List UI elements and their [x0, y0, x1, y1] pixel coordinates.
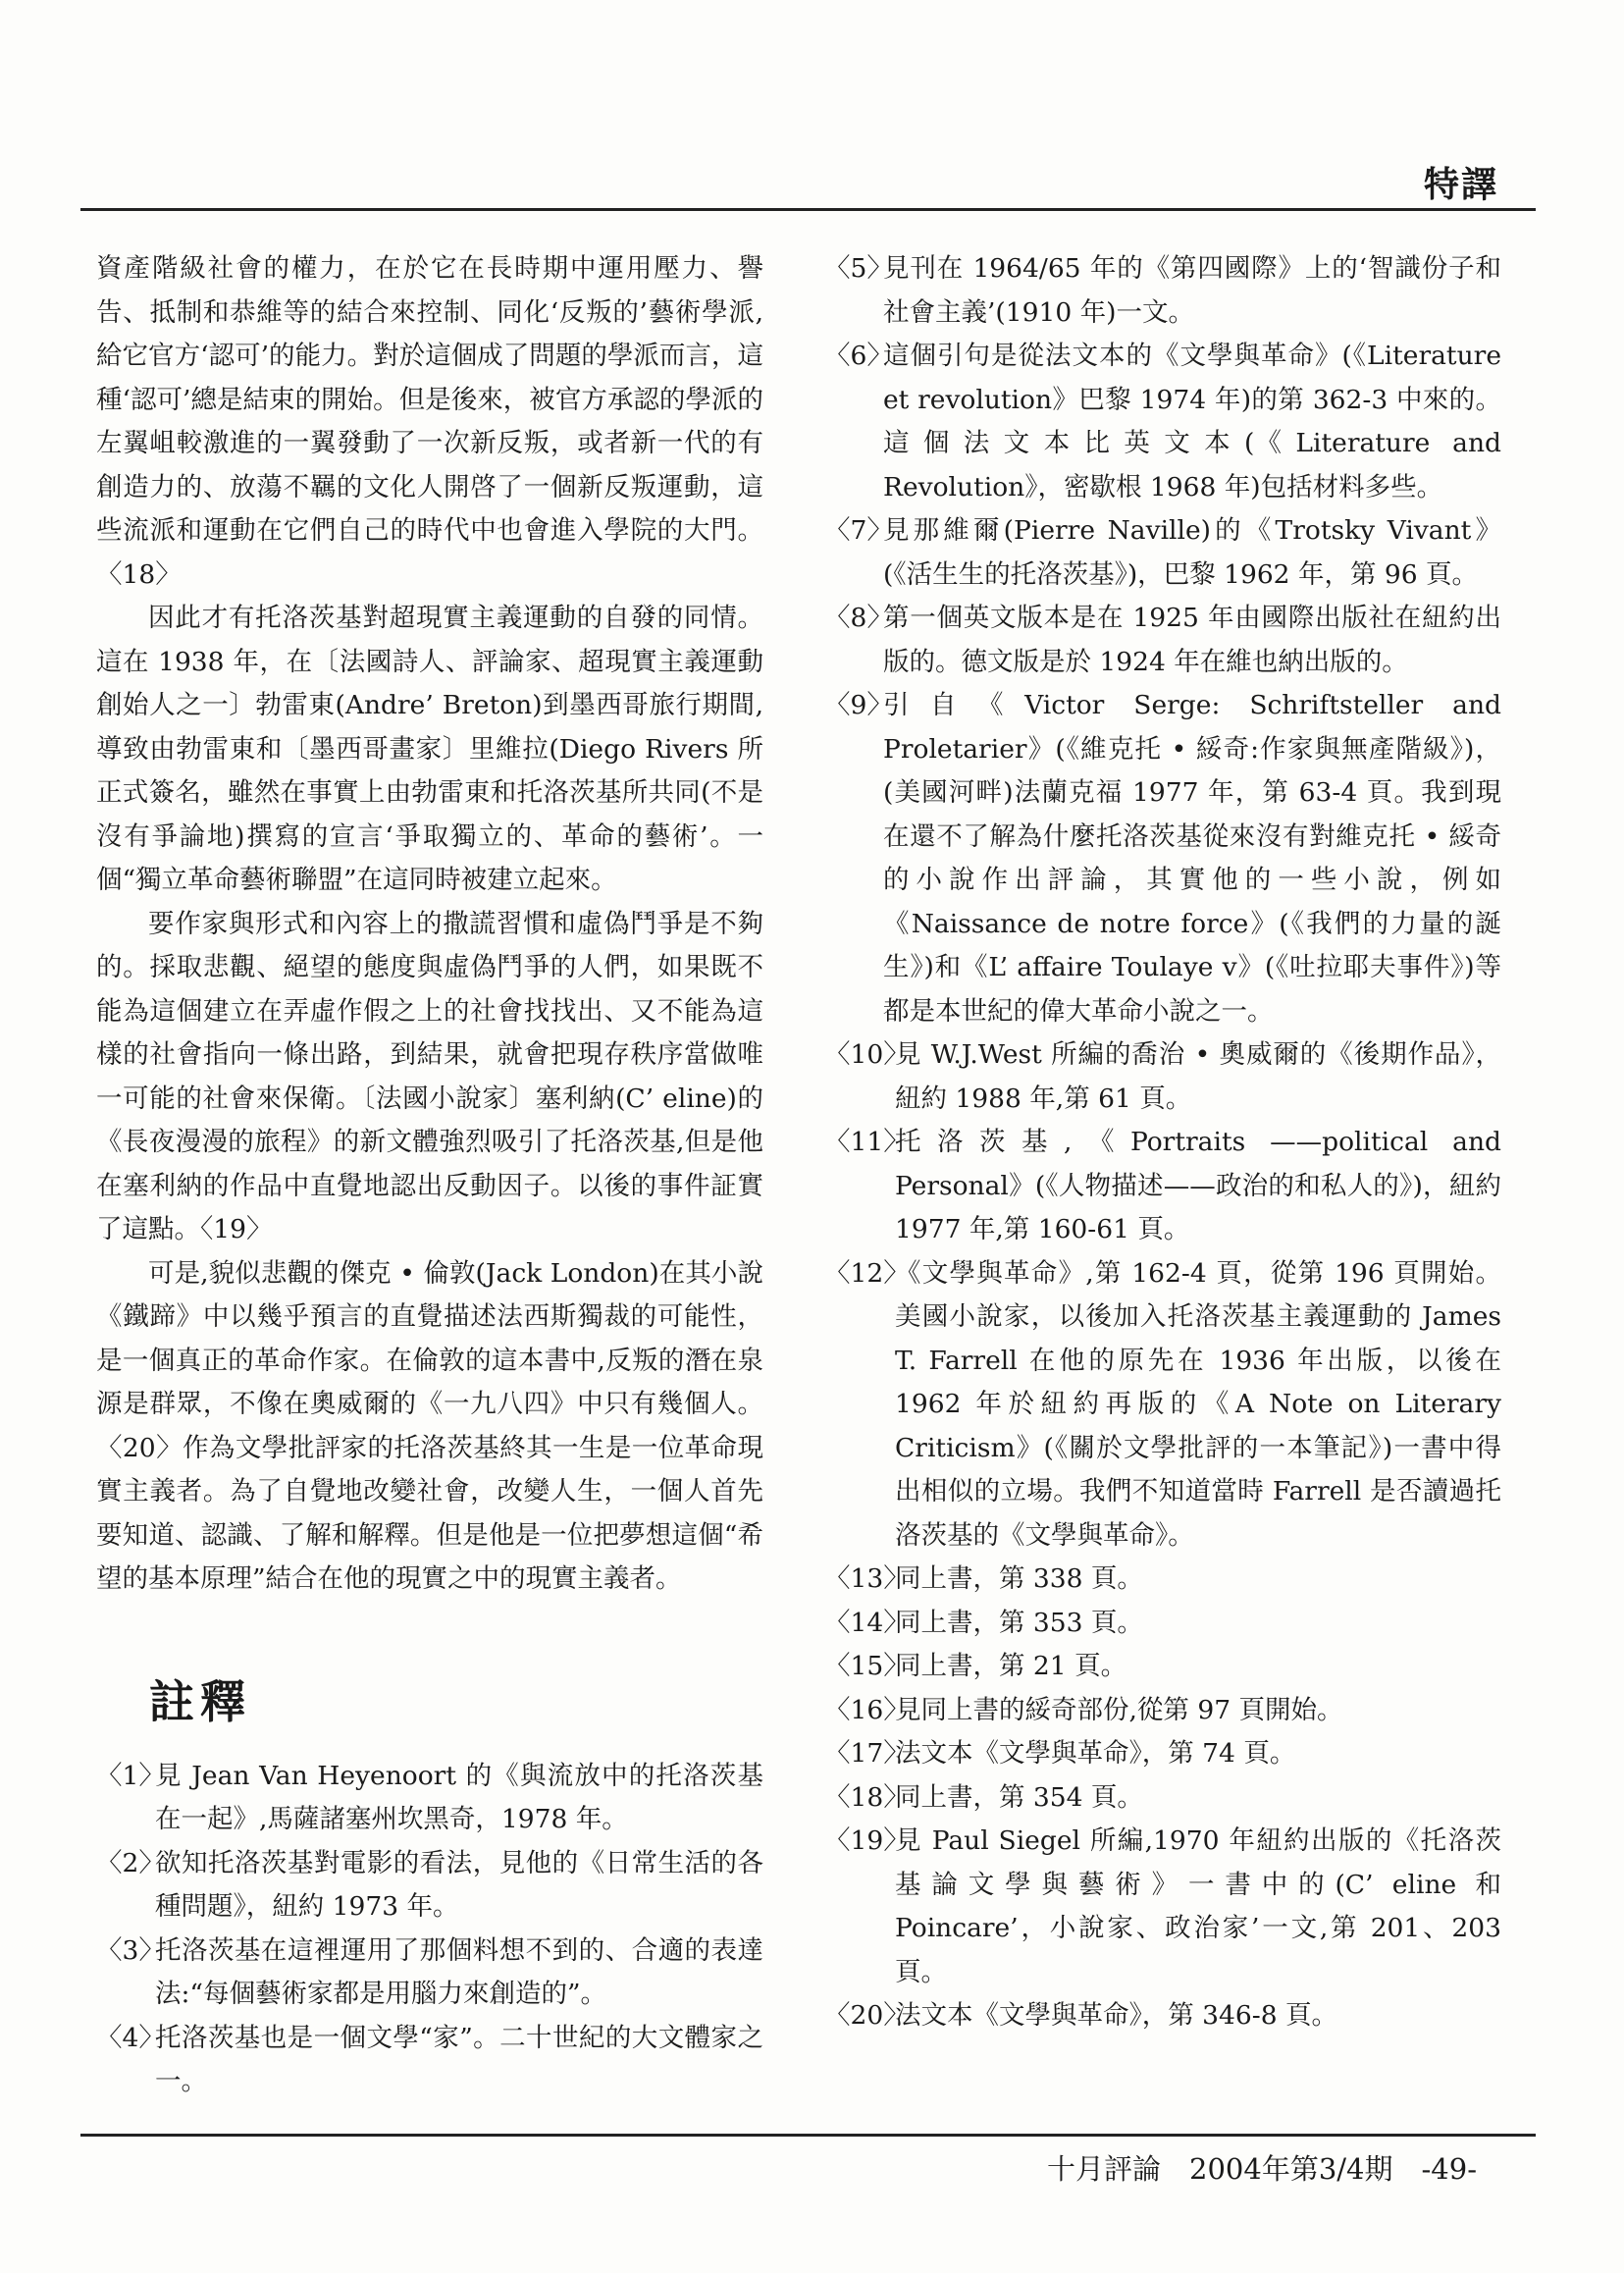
footnote: [96, 1755, 763, 1842]
footnote-text: 托洛茨基也是一個文學“家”。二十世紀的大文體家之一。: [155, 2022, 763, 2096]
footnote-number: 〈19〉: [824, 1825, 910, 1856]
footnote-number: 〈5〉: [824, 253, 893, 284]
footnote: [824, 1732, 1501, 1776]
footnote-number: 〈4〉: [96, 2022, 165, 2053]
footnote-text: 見那維爾(Pierre Naville)的《Trotsky Vivant》(《活生生的托洛茨基》)，巴黎 1962 年，第 96 頁。: [883, 515, 1501, 590]
footnote-text: 見同上書的綏奇部份,從第 97 頁開始。: [895, 1694, 1343, 1725]
top-rule: [80, 208, 1536, 211]
footnote-text: 引自《Victor Serge: Schriftsteller and Proletarier》(《維克托 • 綏奇:作家與無產階級》)，(美國河畔)法蘭克福 1977 年，第 63-4 頁。我到現在還不了解為什麼托洛茨基從來沒有對維克托 • 綏奇的小說作出評論，其實他的一些小說，例如《Naissance de notre force》(《我們的力量的誕生》)和《L’ affaire Toulaye v》(《吐拉耶夫事件》)等都是本世紀的偉大革命小說之一。: [883, 690, 1501, 1027]
footnote-number: 〈1〉: [96, 1760, 165, 1791]
footnote: [824, 335, 1501, 509]
footnote-text: 第一個英文版本是在 1925 年由國際出版社在紐約出版的。德文版是於 1924 年在維也納出版的。: [883, 603, 1501, 677]
footnote-number: 〈8〉: [824, 603, 893, 633]
footnote: [824, 1645, 1501, 1689]
footnote-text: 《文學與革命》,第 162-4 頁，從第 196 頁開始。美國小說家，以後加入托洛茨基主義運動的 James T. Farrell 在他的原先在 1936 年出版，以後在 1962 年於紐約再版的《A Note on Literary Criticism》(《關於文學批評的一本筆記》)一書中得出相似的立場。我們不知道當時 Farrell 是否讀過托洛茨基的《文學與革命》。: [895, 1257, 1501, 1551]
footnote: [96, 2017, 763, 2104]
footnote-number: 〈6〉: [824, 341, 893, 371]
body-paragraph: 資產階級社會的權力，在於它在長時期中運用壓力、譽告、抵制和恭維等的結合來控制、同化‘反叛的’藝術學派,給它官方‘認可’的能力。對於這個成了問題的學派而言，這種‘認可’總是結束的開始。但是後來，被官方承認的學派的左翼岨較激進的一翼發動了一次新反叛，或者新一代的有創造力的、放蕩不羈的文化人開啓了一個新反叛運動，這些流派和運動在它們自己的時代中也會進入學院的大門。〈18〉: [96, 253, 763, 590]
footnote: [824, 1121, 1501, 1252]
footnote-number: 〈16〉: [824, 1694, 910, 1725]
footnote: [824, 597, 1501, 684]
footnote-number: 〈15〉: [824, 1651, 910, 1681]
footnote-text: 同上書，第 354 頁。: [895, 1781, 1143, 1813]
right-column: [824, 247, 1501, 2038]
footnote: [824, 1602, 1501, 1646]
footnote-number: 〈14〉: [824, 1607, 910, 1638]
footnote-number: 〈20〉: [824, 2000, 910, 2031]
page-footer: 十月評論 2004年第3/4期 -49-: [1047, 2152, 1477, 2186]
footnote-text: 托洛茨基,《Portraits ——political and Personal》(《人物描述——政治的和私人的》)，紐約 1977 年,第 160-61 頁。: [895, 1127, 1501, 1244]
footnote-number: 〈3〉: [96, 1934, 165, 1966]
footnote-number: 〈12〉: [824, 1257, 910, 1289]
footnote-text: 見 W.J.West 所編的喬治 • 奧威爾的《後期作品》，紐約 1988 年,第 61 頁。: [895, 1039, 1501, 1114]
footnote-text: 同上書，第 353 頁。: [895, 1607, 1143, 1638]
footnote: [824, 684, 1501, 1033]
footnote-text: 同上書，第 338 頁。: [895, 1563, 1143, 1594]
footnote-text: 法文本《文學與革命》，第 74 頁。: [895, 1738, 1296, 1769]
footnote-text: 見 Jean Van Heyenoort 的《與流放中的托洛茨基在一起》,馬薩諸塞州坎黑奇，1978 年。: [155, 1760, 763, 1834]
footnote: [824, 247, 1501, 335]
footnote-text: 欲知托洛茨基對電影的看法，見他的《日常生活的各種問題》，紐約 1973 年。: [155, 1847, 763, 1922]
section-label: 特譯: [1423, 165, 1498, 205]
footnote: [824, 1033, 1501, 1121]
footnote-number: 〈17〉: [824, 1738, 910, 1769]
footnote: [824, 1994, 1501, 2038]
footnote: [824, 1820, 1501, 1994]
footnote-text: 見 Paul Siegel 所編,1970 年紐約出版的《托洛茨基論文學與藝術》一書中的(C’ eline 和 Poincare’，小說家、政治家’一文,第 201、203 頁。: [895, 1825, 1501, 1987]
footnote: [824, 1558, 1501, 1602]
footnote-number: 〈11〉: [824, 1127, 910, 1157]
footnote-text: 法文本《文學與革命》，第 346-8 頁。: [895, 2000, 1337, 2031]
footnote-number: 〈9〉: [824, 690, 893, 720]
notes-heading: 註釋: [149, 1674, 251, 1728]
footnote-text: 同上書，第 21 頁。: [895, 1651, 1127, 1681]
footnote-number: 〈2〉: [96, 1847, 165, 1878]
footnote: [824, 1776, 1501, 1821]
bottom-rule: [80, 2134, 1536, 2137]
footnote: [96, 1842, 763, 1929]
footnote-number: 〈10〉: [824, 1039, 910, 1070]
footnote-number: 〈7〉: [824, 515, 893, 546]
body-paragraph: 要作家與形式和內容上的撒謊習慣和虛偽鬥爭是不夠的。採取悲觀、絕望的態度與虛偽鬥爭的人們，如果既不能為這個建立在弄虛作假之上的社會找找出、又不能為這樣的社會指向一條出路，到結果，就會把現存秩序當做唯一可能的社會來保衛。〔法國小說家〕塞利納(C’ eline)的《長夜漫漫的旅程》的新文體強烈吸引了托洛茨基,但是他在塞利納的作品中直覺地認出反動因子。以後的事件証實了這點。〈19〉: [96, 908, 763, 1244]
footnote: [824, 509, 1501, 597]
footnote-number: 〈18〉: [824, 1781, 910, 1813]
footnote-text: 這個引句是從法文本的《文學與革命》(《Literature et revolution》巴黎 1974 年)的第 362-3 中來的。這個法文本比英文本(《Literature and Revolution》，密歇根 1968 年)包括材料多些。: [883, 341, 1501, 502]
left-column: [96, 247, 763, 2104]
body-paragraph: 可是,貌似悲觀的傑克 • 倫敦(Jack London)在其小說《鐵蹄》中以幾乎預言的直覺描述法西斯獨裁的可能性，是一個真正的革命作家。在倫敦的這本書中,反叛的潛在泉源是群眾，不像在奧威爾的《一九八四》中只有幾個人。〈20〉作為文學批評家的托洛茨基終其一生是一位革命現實主義者。為了自覺地改變社會，改變人生，一個人首先要知道、認識、了解和解釋。但是他是一位把夢想這個“希望的基本原理”結合在他的現實之中的現實主義者。: [96, 1257, 763, 1594]
footnote: [824, 1252, 1501, 1559]
footnote: [96, 1929, 763, 2017]
footnote: [824, 1689, 1501, 1733]
footnote-text: 見刊在 1964/65 年的《第四國際》上的‘智識份子和社會主義’(1910 年)一文。: [883, 253, 1501, 328]
body-paragraph: 因此才有托洛茨基對超現實主義運動的自發的同情。這在 1938 年，在〔法國詩人、評論家、超現實主義運動創始人之一〕勃雷東(Andre’ Breton)到墨西哥旅行期間,導致由勃雷東和〔墨西哥畫家〕里維拉(Diego Rivers 所正式簽名，雖然在事實上由勃雷東和托洛茨基所共同(不是沒有爭論地)撰寫的宣言‘爭取獨立的、革命的藝術’。一個“獨立革命藝術聯盟”在這同時被建立起來。: [96, 603, 763, 895]
footnote-text: 托洛茨基在這裡運用了那個料想不到的、合適的表達法:“每個藝術家都是用腦力來創造的”。: [155, 1934, 763, 2009]
footnote-number: 〈13〉: [824, 1563, 910, 1594]
